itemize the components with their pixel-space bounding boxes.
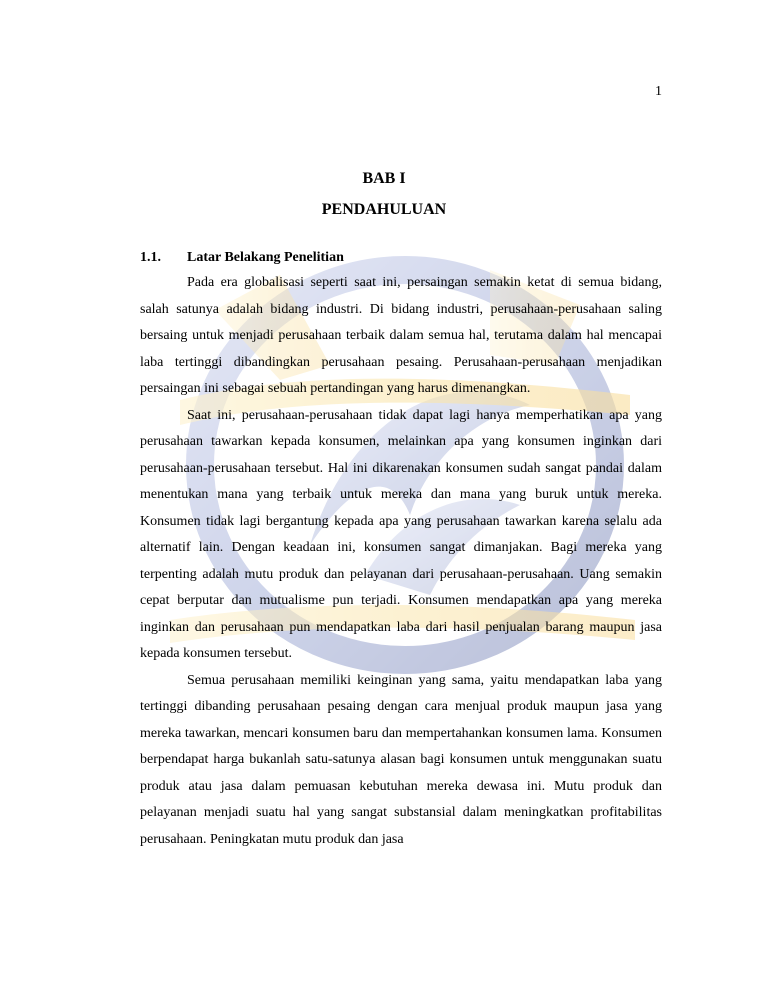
chapter-subtitle: PENDAHULUAN — [321, 201, 447, 218]
paragraph-1: Pada era globalisasi seperti saat ini, persaingan semakin ketat di semua bidang, salah satunya adalah bidang industri. Di bidang industri, perusahaan-perusahaan saling bersaing untuk menjadi perusahaan terbaik dalam semua hal, terutama dalam hal mencapai laba tertinggi dibandingkan perusahaan pesaing. Perusahaan-perusahaan menjadikan persaingan ini sebagai sebuah pertandingan yang harus dimenangkan. — [140, 275, 662, 396]
chapter-title: BAB I — [362, 170, 406, 187]
body-text — [140, 270, 662, 853]
paragraph-3: Semua perusahaan memiliki keinginan yang sama, yaitu mendapatkan laba yang tertinggi dibanding perusahaan pesaing dengan cara menjual produk maupun jasa yang mereka tawarkan, mencari konsumen baru dan mempertahankan konsumen lama. Konsumen berpendapat harga bukanlah satu-satunya alasan bagi konsumen untuk menggunakan suatu produk atau jasa dalam pemuasan kebutuhan mereka dewasa ini. Mutu produk dan pelayanan menjadi suatu hal yang sangat substansial dalam meningkatkan profitabilitas perusahaan. Peningkatan mutu produk dan jasa — [140, 672, 662, 847]
section-title: Latar Belakang Penelitian — [187, 250, 344, 265]
page-number: 1 — [655, 84, 662, 99]
section-heading — [140, 250, 344, 266]
section-number: 1.1. — [140, 250, 161, 265]
paragraph-2: Saat ini, perusahaan-perusahaan tidak dapat lagi hanya memperhatikan apa yang perusahaan tawarkan kepada konsumen, melainkan apa yang konsumen inginkan dari perusahaan-perusahaan tersebut. Hal ini dikarenakan konsumen sudah sangat pandai dalam menentukan mana yang terbaik untuk mereka dan mana yang buruk untuk mereka. Konsumen tidak lagi bergantung kepada apa yang perusahaan tawarkan karena selalu ada alternatif lain. Dengan keadaan ini, konsumen sangat dimanjakan. Bagi mereka yang terpenting adalah mutu produk dan pelayanan dari perusahaan-perusahaan. Uang semakin cepat berputar dan mutualisme pun terjadi. Konsumen mendapatkan apa yang mereka inginkan dan perusahaan pun mendapatkan laba dari hasil penjualan barang maupun jasa kepada konsumen tersebut. — [140, 407, 662, 661]
